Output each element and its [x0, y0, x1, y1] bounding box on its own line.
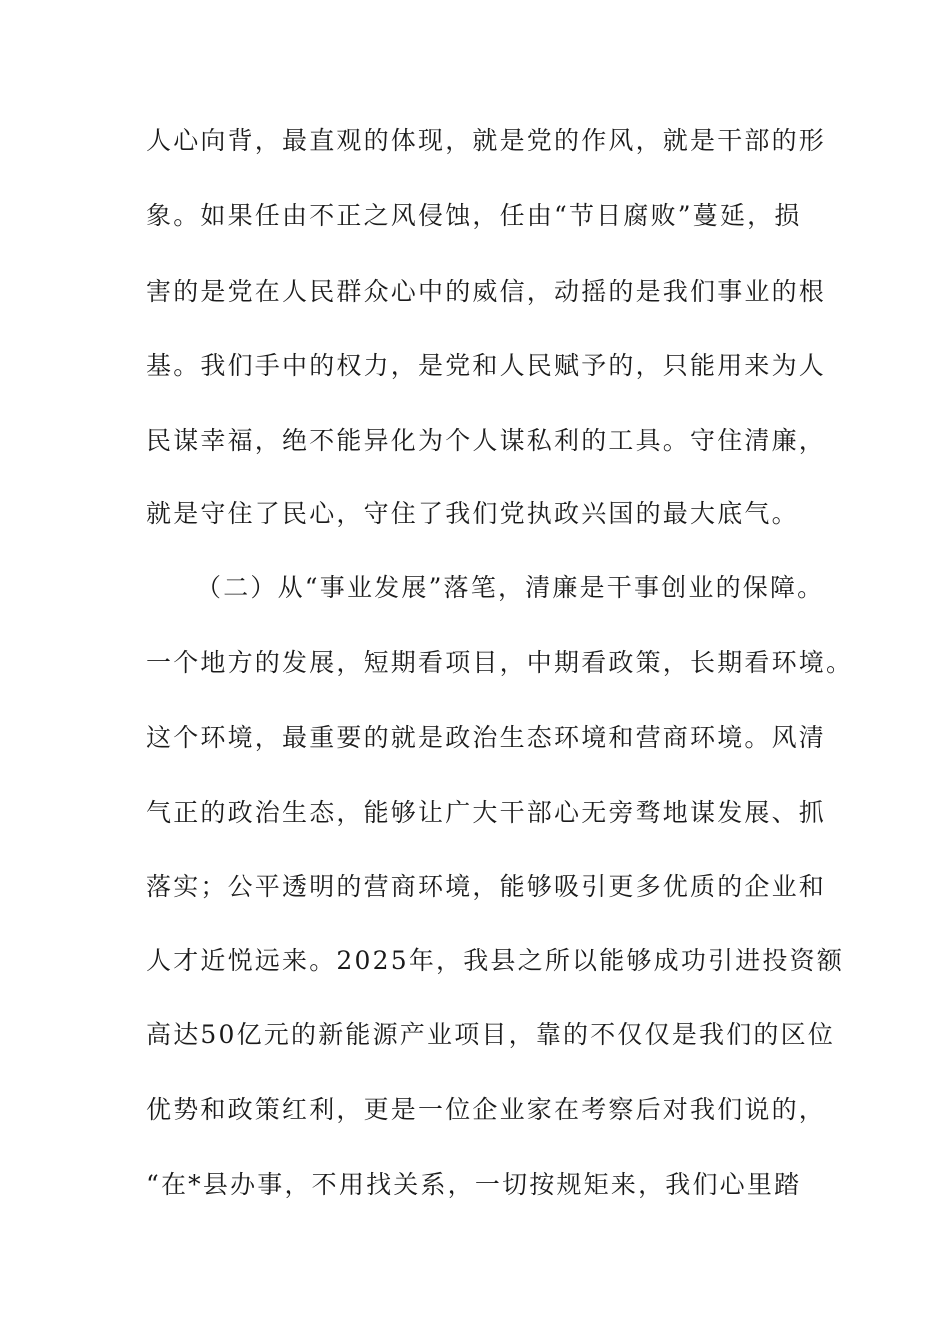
paragraph-line: 民谋幸福，绝不能异化为个人谋私利的工具。守住清廉， — [146, 426, 827, 455]
paragraph-line: 这个环境，最重要的就是政治生态环境和营商环境。风清 — [146, 723, 827, 752]
paragraph-line: 气正的政治生态，能够让广大干部心无旁骛地谋发展、抓 — [146, 798, 827, 827]
paragraph-line: 基。我们手中的权力，是党和人民赋予的，只能用来为人 — [146, 351, 827, 380]
paragraph-line: 优势和政策红利，更是一位企业家在考察后对我们说的， — [146, 1095, 827, 1124]
paragraph-line: 人心向背，最直观的体现，就是党的作风，就是干部的形 — [146, 126, 827, 155]
paragraph-line: 害的是党在人民群众心中的威信，动摇的是我们事业的根 — [146, 277, 827, 306]
paragraph-line: 落实；公平透明的营商环境，能够吸引更多优质的企业和 — [146, 872, 827, 901]
paragraph-line: 人才近悦远来。2025年，我县之所以能够成功引进投资额 — [146, 946, 845, 975]
paragraph-line: “在*县办事，不用找关系，一切按规矩来，我们心里踏 — [146, 1170, 802, 1199]
paragraph-line: 高达50亿元的新能源产业项目，靠的不仅仅是我们的区位 — [146, 1020, 836, 1049]
paragraph-line: 一个地方的发展，短期看项目，中期看政策，长期看环境。 — [146, 648, 854, 677]
section-heading-line: （二）从“事业发展”落笔，清廉是干事创业的保障。 — [196, 573, 825, 602]
paragraph-line: 就是守住了民心，守住了我们党执政兴国的最大底气。 — [146, 499, 799, 528]
paragraph-line: 象。如果任由不正之风侵蚀，任由“节日腐败”蔓延，损 — [146, 201, 802, 230]
